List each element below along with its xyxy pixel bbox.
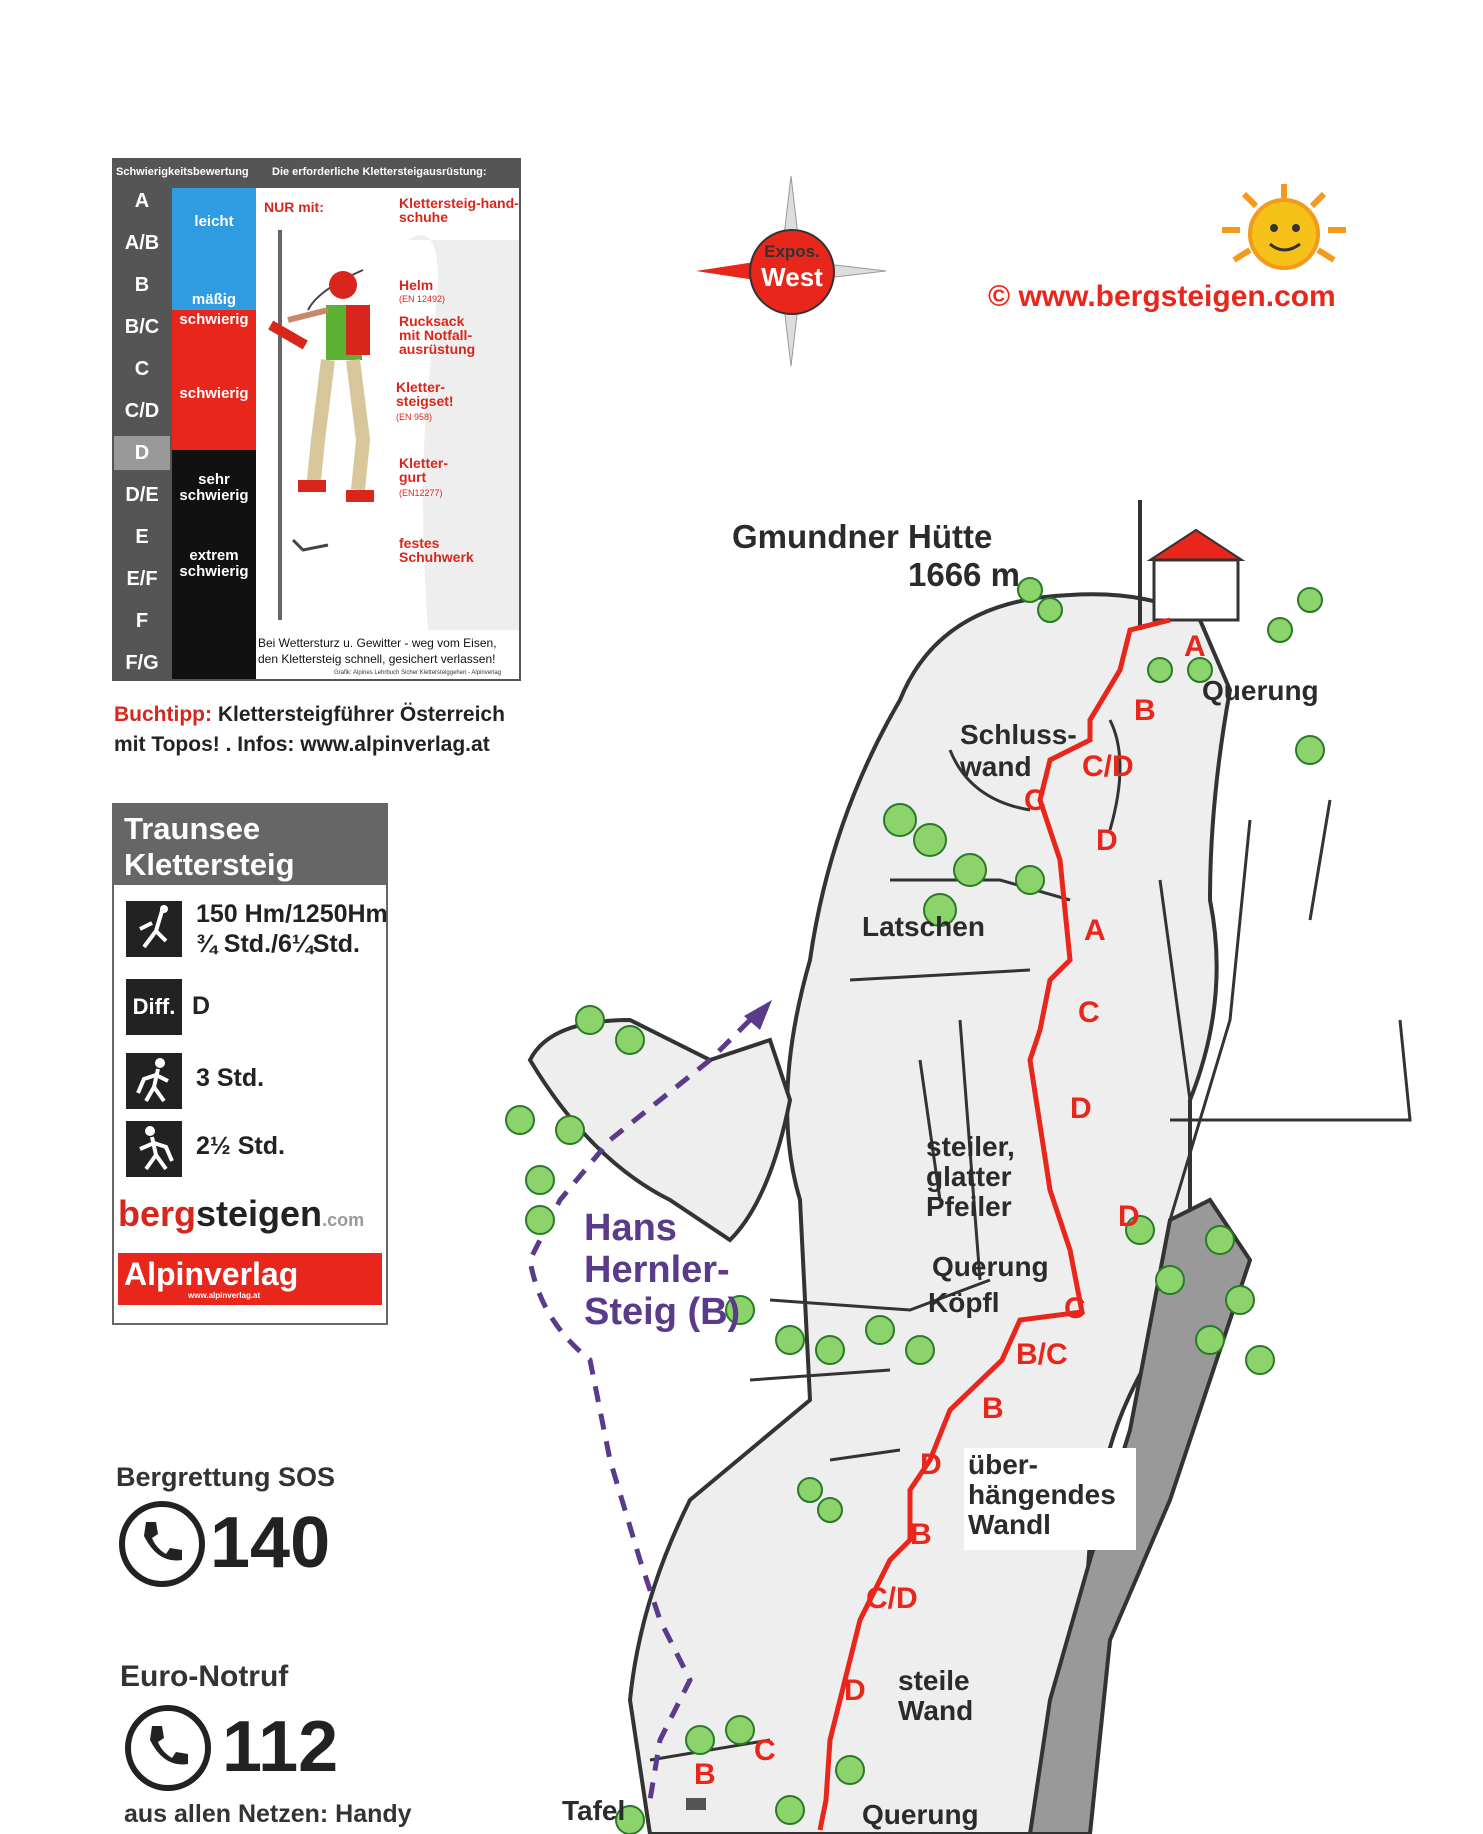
grade-bc: B/C bbox=[124, 316, 160, 338]
route-grade: B bbox=[1134, 694, 1156, 727]
descent-icon bbox=[126, 1121, 182, 1177]
compass-exposure: Expos. bbox=[764, 242, 820, 261]
band-sehr-schwierig bbox=[172, 450, 256, 520]
label-querung-bottom: Querung bbox=[862, 1799, 979, 1830]
band-extrem-schwierig bbox=[172, 520, 256, 681]
label-wandl-3: Wandl bbox=[968, 1509, 1051, 1540]
alpinverlag-logo bbox=[118, 1253, 382, 1305]
label-hernler-3: Steig (B) bbox=[584, 1291, 741, 1333]
grade-de: D/E bbox=[125, 484, 159, 506]
hut-name: Gmundner Hütte bbox=[732, 518, 993, 555]
legend-header-equipment: Die erforderliche Klettersteigausrüstung: bbox=[272, 166, 487, 178]
harness-label: Kletter-gurt bbox=[399, 455, 449, 485]
route-grade: D bbox=[844, 1674, 866, 1707]
set-norm: (EN 958) bbox=[396, 412, 433, 422]
grade-a: A bbox=[134, 190, 150, 212]
brand-part-3: .com bbox=[322, 1210, 365, 1230]
label-schlusswand-2: wand bbox=[960, 751, 1032, 782]
only-with-label: NUR mit: bbox=[264, 199, 324, 215]
grade-ab: A/B bbox=[124, 232, 160, 254]
book-tip-text-1: Klettersteigführer Österreich bbox=[217, 703, 505, 726]
label-tafel: Tafel bbox=[562, 1795, 626, 1826]
grade-cd: C/D bbox=[124, 400, 160, 422]
copyright-url: © www.bergsteigen.com bbox=[988, 280, 1336, 313]
band-maessig bbox=[172, 280, 256, 310]
route-card bbox=[112, 803, 388, 1325]
band-sehr-schwierig-label: sehr schwierig bbox=[179, 471, 249, 504]
tafel-sign bbox=[686, 1798, 706, 1810]
band-schwierig-1 bbox=[172, 310, 256, 332]
route-grade: D bbox=[1118, 1200, 1140, 1233]
publisher-name: Alpinverlag bbox=[124, 1256, 299, 1292]
hernler-arrow bbox=[744, 1000, 772, 1030]
euro-emergency-note: aus allen Netzen: Handy bbox=[124, 1800, 412, 1828]
helmet-label: Helm bbox=[399, 277, 434, 293]
sun-logo bbox=[1214, 180, 1354, 280]
bergsteigen-logo bbox=[118, 1193, 364, 1235]
compass-direction: West bbox=[761, 262, 823, 292]
mountain-rescue-label: Bergrettung SOS bbox=[116, 1462, 336, 1492]
route-grade: D bbox=[1070, 1092, 1092, 1125]
harness-norm: (EN12277) bbox=[399, 488, 443, 498]
label-pfeiler-2: glatter bbox=[926, 1161, 1012, 1192]
euro-emergency-number: 112 bbox=[222, 1707, 339, 1787]
route-grade: B/C bbox=[1016, 1338, 1068, 1371]
hut-altitude: 1666 m bbox=[908, 556, 1020, 593]
route-grade: C bbox=[1078, 996, 1100, 1029]
climbing-icon bbox=[126, 901, 182, 957]
label-steile-wand-2: Wand bbox=[898, 1695, 974, 1726]
warning-line-1: Bei Wettersturz u. Gewitter - weg vom Eisen, bbox=[258, 636, 497, 650]
euro-emergency-label: Euro-Notruf bbox=[120, 1660, 289, 1693]
route-grade: B bbox=[694, 1758, 716, 1791]
label-pfeiler-3: Pfeiler bbox=[926, 1191, 1012, 1222]
grade-fg: F/G bbox=[125, 652, 159, 674]
band-schwierig-1-label: schwierig bbox=[179, 311, 249, 328]
route-grade: A bbox=[1084, 914, 1106, 947]
label-latschen: Latschen bbox=[862, 911, 985, 942]
route-title bbox=[114, 805, 386, 885]
label-steile-wand-1: steile bbox=[898, 1665, 970, 1696]
grade-d: D bbox=[114, 436, 170, 470]
label-querung-mid: Querung bbox=[932, 1251, 1049, 1282]
grade-f: F bbox=[135, 610, 149, 632]
legend-credit: Grafik: Alpines Lehrbuch Sicher Klettersteiggehen - Alpinverlag bbox=[334, 670, 502, 676]
route-grade: C/D bbox=[1082, 750, 1134, 783]
route-grade: C bbox=[1024, 784, 1046, 817]
legend-header-grades: Schwierigkeitsbewertung bbox=[116, 166, 249, 178]
ascent-time: 3 Std. bbox=[196, 1064, 265, 1092]
route-grade: B bbox=[910, 1518, 932, 1551]
publisher-url: www.alpinverlag.at bbox=[188, 1291, 261, 1300]
label-hernler-2: Hernler- bbox=[584, 1249, 730, 1291]
book-tip-text-2: mit Topos! . Infos: www.alpinverlag.at bbox=[114, 733, 490, 756]
band-extrem-schwierig-label: extrem schwierig bbox=[179, 547, 249, 580]
set-label: Kletter-steigset! bbox=[396, 379, 454, 409]
route-grade: C bbox=[754, 1734, 776, 1767]
route-grade: D bbox=[1096, 824, 1118, 857]
grade-ef: E/F bbox=[126, 568, 158, 590]
route-grade: C/D bbox=[866, 1582, 918, 1615]
difficulty-icon: Diff. bbox=[126, 979, 182, 1035]
backpack-label: Rucksack mit Notfall-ausrüstung bbox=[399, 313, 476, 357]
route-title-line-2: Klettersteig bbox=[124, 847, 295, 882]
brand-part-2: steigen bbox=[196, 1193, 323, 1234]
label-wandl-2: hängendes bbox=[968, 1479, 1116, 1510]
descent-time: 2½ Std. bbox=[196, 1132, 285, 1160]
shoes-label: festes Schuhwerk bbox=[399, 535, 474, 565]
route-grade: C bbox=[1064, 1292, 1086, 1325]
brand-part-1: berg bbox=[118, 1193, 197, 1234]
difficulty-legend bbox=[112, 158, 521, 681]
band-schwierig-2-label: schwierig bbox=[179, 385, 249, 402]
route-grade: A bbox=[1184, 630, 1206, 663]
route-grade: D bbox=[920, 1448, 942, 1481]
label-querung-top: Querung bbox=[1202, 675, 1319, 706]
phone-icon bbox=[118, 1500, 206, 1588]
grade-c: C bbox=[134, 358, 150, 380]
gloves-label: Klettersteig-hand-schuhe bbox=[399, 195, 519, 225]
grade-b: B bbox=[134, 274, 150, 296]
warning-line-2: den Klettersteig schnell, gesichert verlassen! bbox=[258, 652, 496, 666]
label-hernler-1: Hans bbox=[584, 1207, 677, 1249]
label-schlusswand-1: Schluss- bbox=[960, 719, 1077, 750]
band-leicht-label: leicht bbox=[194, 213, 234, 230]
label-pfeiler-1: steiler, bbox=[926, 1131, 1015, 1162]
route-grade: B bbox=[982, 1392, 1004, 1425]
difficulty-value: D bbox=[192, 992, 211, 1020]
band-schwierig-2 bbox=[172, 332, 256, 450]
grade-e: E bbox=[135, 526, 149, 548]
route-title-line-1: Traunsee bbox=[124, 811, 261, 846]
book-tip-label: Buchtipp: bbox=[114, 703, 212, 726]
book-tip bbox=[114, 700, 505, 760]
elevation-line-1: 150 Hm/1250Hm bbox=[196, 900, 388, 928]
helmet-norm: (EN 12492) bbox=[399, 294, 446, 304]
ascent-icon bbox=[126, 1053, 182, 1109]
mountain-rescue-number: 140 bbox=[210, 1503, 331, 1583]
band-maessig-label: mäßig bbox=[191, 291, 237, 308]
label-wandl-1: über- bbox=[968, 1449, 1038, 1480]
phone-icon-euro bbox=[124, 1704, 212, 1792]
elevation-line-2: ¾ Std./6¼Std. bbox=[196, 930, 360, 958]
label-koepfl: Köpfl bbox=[928, 1287, 1000, 1318]
